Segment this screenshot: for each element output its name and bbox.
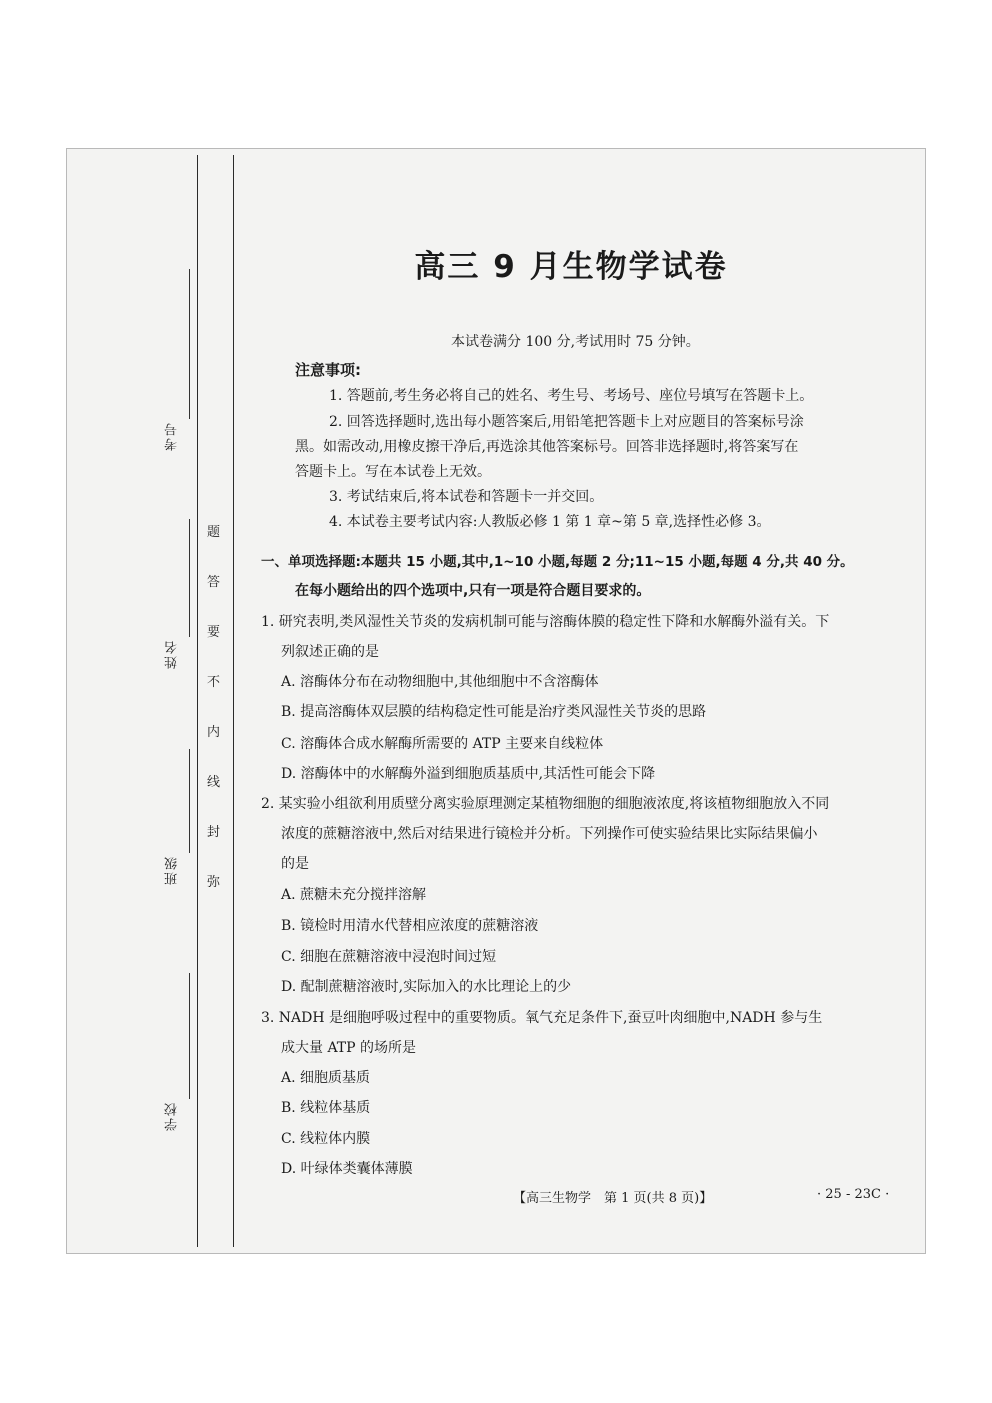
- question-1-stem: 1. 研究表明,类风湿性关节炎的发病机制可能与溶酶体膜的稳定性下降和水解酶外溢有关。下: [261, 614, 830, 630]
- seal-char-6: 线: [207, 775, 221, 790]
- seal-char-7: 封: [207, 825, 221, 840]
- question-2-option: C. 细胞在蔗糖溶液中浸泡时间过短: [281, 949, 497, 965]
- notice-title: 注意事项:: [295, 361, 361, 379]
- question-1-stem: 列叙述正确的是: [281, 644, 379, 660]
- binding-line-inner: [233, 155, 234, 1247]
- seal-char-8: 弥: [207, 875, 221, 890]
- seal-char-3: 要: [207, 625, 221, 640]
- question-3-stem: 3. NADH 是细胞呼吸过程中的重要物质。氧气充足条件下,蚕豆叶肉细胞中,NADH 参与生: [261, 1010, 823, 1026]
- question-2-option: A. 蔗糖未充分搅拌溶解: [281, 887, 427, 903]
- question-3-option: B. 线粒体基质: [281, 1100, 371, 1116]
- seal-char-1: 题: [207, 525, 221, 540]
- question-1-option: C. 溶酶体合成水解酶所需要的 ATP 主要来自线粒体: [281, 736, 604, 752]
- class-blank: [189, 749, 190, 853]
- notice-line: 3. 考试结束后,将本试卷和答题卡一并交回。: [329, 489, 604, 505]
- section-instruction: 在每小题给出的四个选项中,只有一项是符合题目要求的。: [295, 583, 651, 599]
- notice-line: 1. 答题前,考生务必将自己的姓名、考生号、考场号、座位号填写在答题卡上。: [329, 388, 814, 404]
- notice-line: 答题卡上。写在本试卷上无效。: [295, 464, 491, 480]
- section-heading: 一、单项选择题:本题共 15 小题,其中,1~10 小题,每题 2 分;11~15 小题,每题 4 分,共 40 分。: [261, 554, 854, 570]
- page-footer: 【高三生物学 第 1 页(共 8 页)】: [513, 1191, 713, 1206]
- seal-char-5: 内: [207, 725, 221, 740]
- exam-number-label: 考号: [165, 421, 180, 451]
- question-2-option: B. 镜检时用清水代替相应浓度的蔗糖溶液: [281, 918, 539, 934]
- seal-char-2: 答: [207, 575, 221, 590]
- question-2-stem: 浓度的蔗糖溶液中,然后对结果进行镜检并分析。下列操作可使实验结果比实际结果偏小: [281, 826, 818, 842]
- question-3-option: C. 线粒体内膜: [281, 1131, 371, 1147]
- class-label: 班级: [165, 855, 180, 885]
- question-2-option: D. 配制蔗糖溶液时,实际加入的水比理论上的少: [281, 979, 572, 995]
- question-1-option: D. 溶酶体中的水解酶外溢到细胞质基质中,其活性可能会下降: [281, 766, 656, 782]
- question-2-stem: 2. 某实验小组欲利用质壁分离实验原理测定某植物细胞的细胞液浓度,将该植物细胞放入不同: [261, 796, 830, 812]
- notice-line: 黑。如需改动,用橡皮擦干净后,再选涂其他答案标号。回答非选择题时,将答案写在: [295, 439, 799, 455]
- question-3-stem: 成大量 ATP 的场所是: [281, 1040, 417, 1056]
- binding-line-outer: [197, 155, 198, 1247]
- school-label: 学校: [165, 1101, 180, 1131]
- question-2-stem: 的是: [281, 856, 309, 872]
- exam-title: 高三 9 月生物学试卷: [414, 249, 728, 285]
- exam-subtitle: 本试卷满分 100 分,考试用时 75 分钟。: [451, 334, 700, 350]
- exam-number-blank: [189, 269, 190, 419]
- seal-char-4: 不: [207, 675, 221, 690]
- question-3-option: A. 细胞质基质: [281, 1070, 371, 1086]
- question-3-option: D. 叶绿体类囊体薄膜: [281, 1161, 413, 1177]
- notice-line: 2. 回答选择题时,选出每小题答案后,用铅笔把答题卡上对应题目的答案标号涂: [329, 414, 804, 430]
- question-1-option: B. 提高溶酶体双层膜的结构稳定性可能是治疗类风湿性关节炎的思路: [281, 704, 707, 720]
- exam-code: · 25 - 23C ·: [817, 1187, 890, 1202]
- notice-line: 4. 本试卷主要考试内容:人教版必修 1 第 1 章~第 5 章,选择性必修 3。: [329, 514, 771, 530]
- name-label: 姓名: [165, 639, 180, 669]
- name-blank: [189, 519, 190, 637]
- question-1-option: A. 溶酶体分布在动物细胞中,其他细胞中不含溶酶体: [281, 674, 599, 690]
- school-blank: [189, 973, 190, 1099]
- exam-sheet: [66, 148, 926, 1254]
